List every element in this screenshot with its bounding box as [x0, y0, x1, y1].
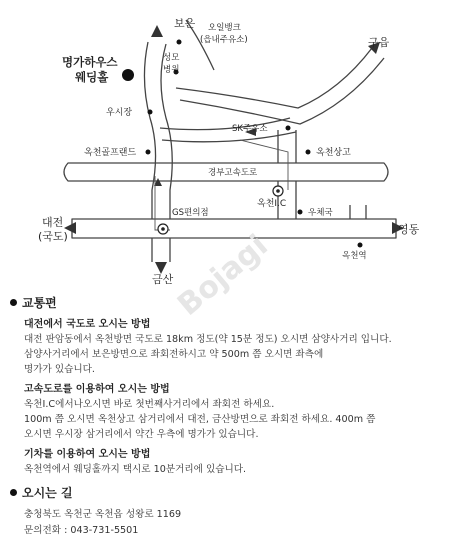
national-road-line: 삼양사거리에서 보은방면으로 좌회전하시고 약 500m 쯤 오시면 좌측에 — [24, 349, 324, 360]
label-oil-bank: 오일뱅크 — [208, 23, 241, 33]
address-text: 충청북도 옥천군 옥천읍 성왕로 1169 — [24, 509, 182, 520]
label-oil-bank-sub: (읍내주유소) — [200, 35, 248, 45]
label-hospital: 병원 — [163, 65, 180, 75]
label-sk: SK주유소 — [232, 124, 268, 134]
boeun-geumsan-road — [144, 42, 155, 219]
watermark: Bojagi — [171, 228, 275, 323]
phone-text: 문의전화 : 043-731-5501 — [24, 525, 139, 536]
expressway-line: 오시면 우시장 삼거리에서 약간 우측에 명가가 있습니다. — [24, 429, 259, 440]
label-golf: 옥천골프랜드 — [84, 148, 137, 158]
label-geumsan: 금산 — [152, 273, 174, 286]
label-uchegeuk: 우체국 — [308, 208, 333, 218]
national-road — [72, 219, 396, 238]
national-road-heading: 대전에서 국도로 오시는 방법 — [24, 319, 151, 330]
label-yeongdong: 영동 — [398, 223, 420, 236]
label-commercial-hs: 옥천상고 — [316, 148, 351, 158]
label-station: 옥천역 — [342, 251, 367, 261]
train-heading: 기차를 이용하여 오시는 방법 — [24, 449, 151, 460]
label-national-road: (국도) — [38, 230, 68, 243]
label-gueup: 구읍 — [368, 36, 390, 49]
directions-heading: 오시는 길 — [10, 484, 73, 501]
label-usijang: 우시장 — [106, 108, 133, 118]
expressway-heading: 고속도로를 이용하여 오시는 방법 — [24, 384, 170, 395]
transport-heading: 교통편 — [10, 294, 57, 311]
expressway-line: 옥천I.C에서나오시면 바로 첫번째사거리에서 좌회전 하세요. — [24, 399, 275, 410]
label-daejeon: 대전 — [42, 216, 64, 229]
venue-marker — [122, 69, 134, 81]
label-boeun: 보은 — [174, 17, 196, 30]
label-expressway: 경부고속도로 — [208, 168, 258, 178]
bullet-icon — [10, 299, 17, 306]
national-road-line: 대전 판암동에서 옥천방면 국도로 18km 정도(약 15분 정도) 오시면 삼양사거리 입니다. — [24, 334, 392, 345]
label-okcheon-ic: 옥천I.C — [257, 199, 287, 209]
expressway-line: 100m 쯤 오시면 옥천상고 삼거리에서 대전, 금산방면으로 좌회전 하세요. 400m 쯤 — [24, 414, 376, 425]
label-venue-2: 웨딩홀 — [75, 70, 109, 84]
bullet-icon — [10, 489, 17, 496]
label-venue-1: 명가하우스 — [62, 55, 118, 69]
arrow-boeun — [151, 25, 163, 37]
label-gs: GS편의점 — [172, 208, 209, 218]
label-seongmo: 성모 — [163, 53, 180, 63]
national-road-line: 명가가 있습니다. — [24, 364, 95, 375]
train-line: 옥천역에서 웨딩홀까지 택시로 10분거리에 있습니다. — [24, 464, 247, 475]
